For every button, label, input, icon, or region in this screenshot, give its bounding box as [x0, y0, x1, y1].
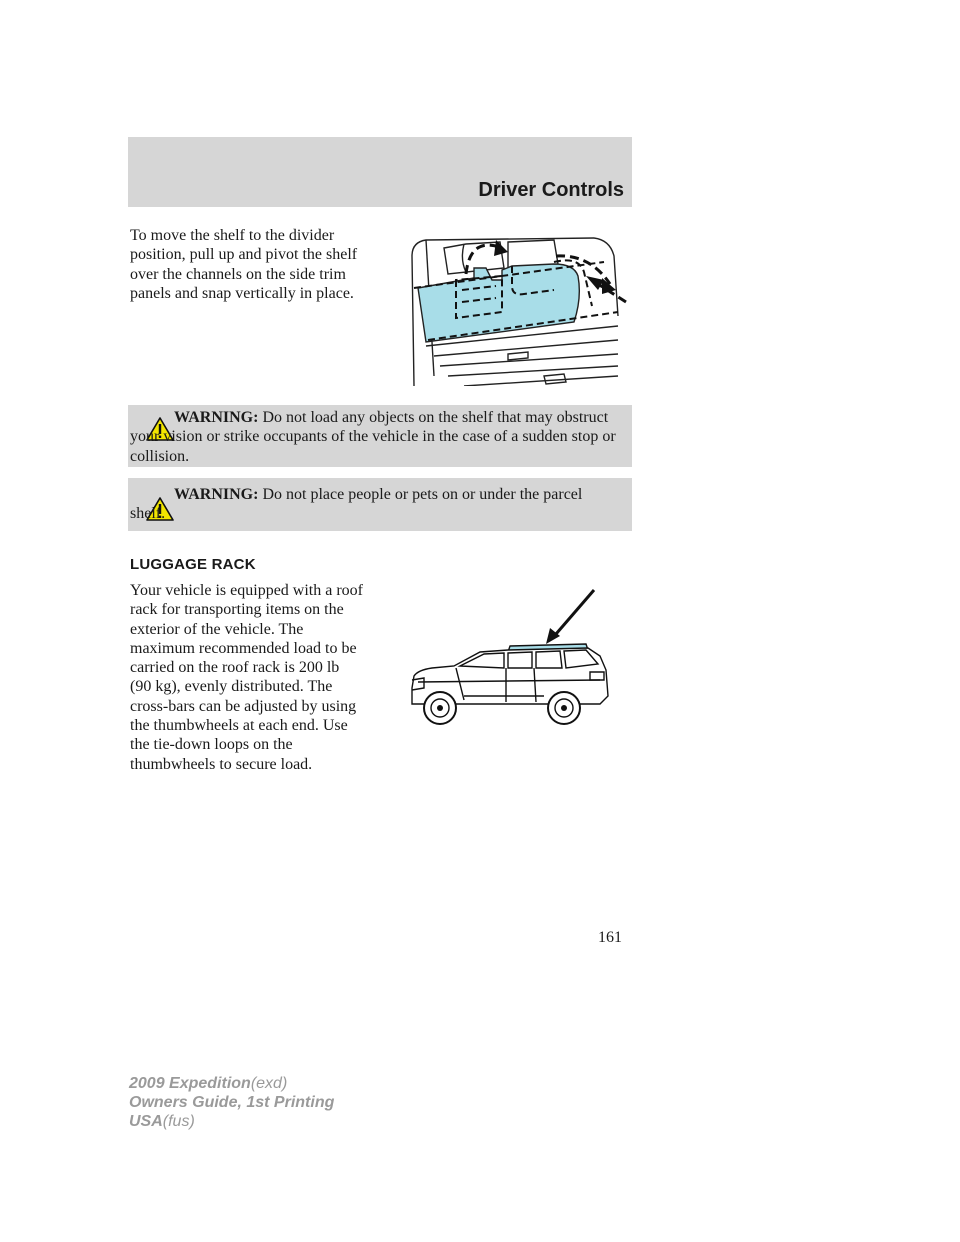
luggage-rack-heading: LUGGAGE RACK	[130, 556, 256, 573]
text-line: To move the shelf to the divider	[130, 227, 335, 244]
warning-text	[130, 485, 620, 524]
footer-print-info	[129, 1074, 334, 1131]
cargo-shelf-illustration	[404, 226, 636, 386]
text-line: (90 kg), evenly distributed. The	[130, 678, 333, 696]
shelf-instructions	[130, 226, 390, 303]
text-line: exterior of the vehicle. The	[130, 620, 304, 638]
text-line: over the channels on the side trim	[130, 265, 346, 283]
luggage-rack-description	[130, 581, 400, 774]
page-number: 161	[598, 929, 622, 946]
text-line: cross-bars can be adjusted by using	[130, 697, 357, 715]
wheel	[548, 692, 580, 724]
text-line: thumbwheels to secure load.	[130, 755, 313, 773]
footer-model: 2009 Expedition	[129, 1075, 251, 1092]
header-band	[128, 137, 632, 207]
suv-roof-rack-illustration	[404, 586, 614, 736]
warning-label: WARNING:	[174, 409, 259, 426]
footer-model-code: (exd)	[250, 1075, 288, 1092]
pointer-arrow	[556, 590, 594, 634]
text-line: panels and snap vertically in place.	[130, 284, 354, 302]
text-line: rack for transporting items on the	[130, 601, 344, 619]
warning-body: Do not load any objects on the shelf that may obstruct your vision or strike occupants of the vehicle in the case of a sudden stop or collision.	[130, 409, 616, 465]
wheel	[424, 692, 456, 724]
text-line: the thumbwheels at each end. Use	[130, 717, 348, 735]
text-line: maximum recommended load to be	[130, 639, 357, 657]
text-line: the tie-down loops on the	[130, 736, 293, 754]
warning-text	[130, 408, 620, 466]
text-line: carried on the roof rack is 200 lb	[130, 659, 340, 677]
footer-market-code: (fus)	[162, 1113, 195, 1130]
warning-label: WARNING:	[174, 486, 259, 503]
section-title: Driver Controls	[478, 179, 624, 201]
warning-body: Do not place people or pets on or under the parcel shelf.	[130, 486, 583, 523]
text-line: position, pull up and pivot the shelf	[130, 246, 358, 264]
text-line: Your vehicle is equipped with a roof	[130, 582, 363, 599]
warning-box-people	[128, 478, 632, 531]
footer-printing: Owners Guide, 1st Printing	[129, 1094, 335, 1111]
warning-box-objects	[128, 405, 632, 467]
footer-market: USA	[129, 1113, 163, 1130]
